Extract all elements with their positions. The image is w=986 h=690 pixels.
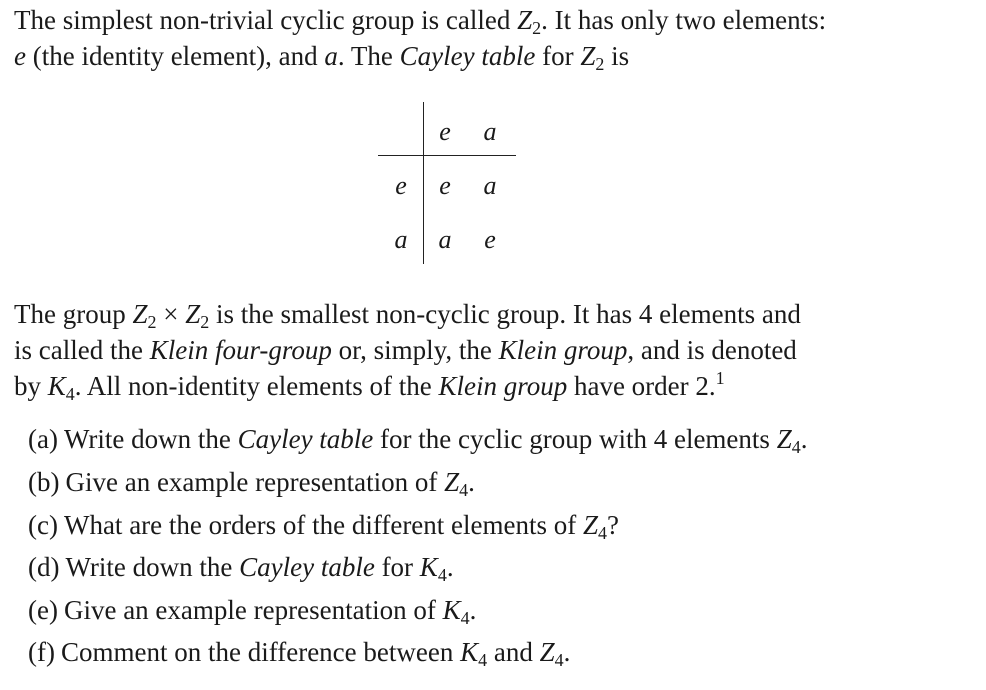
cell-e-e: e [439,171,451,200]
cayley-table-z2 [378,102,516,264]
question-b: (b) Give an example representation of $Z_4$. [28,467,475,500]
question-e: (e) Give an example representation of $K_4$. [28,595,477,628]
table-horizontal-rule [378,155,516,156]
question-d: (d) Write down the Cayley table for $K_4$. [28,552,454,585]
klein-line-3: by $K_4$. All non-identity elements of the Klein group have order 2.$^1$ [14,368,725,404]
question-a: (a) Write down the Cayley table for the cyclic group with 4 elements $Z_4$. [28,424,808,457]
question-f: (f) Comment on the difference between $K_4$ and $Z_4$. [28,637,571,670]
footnote-marker: 1 [715,368,725,388]
klein-paragraph [14,296,966,404]
col-header-a: a [483,117,497,146]
cell-a-e: a [438,225,452,254]
klein-line-2: is called the Klein four-group or, simply, the Klein group, and is denoted [14,335,797,365]
klein-line-1: The group $Z_2 \times Z_2$ is the smallest non-cyclic group. It has 4 elements and [14,299,801,332]
row-label-e: e [395,171,407,200]
table-vertical-rule [423,102,424,264]
row-label-a: a [394,225,408,254]
cell-a-a: e [484,225,496,254]
question-c: (c) What are the orders of the different elements of $Z_4$? [28,510,620,543]
cell-e-a: a [483,171,497,200]
intro-paragraph [14,2,966,74]
intro-line-2: e (the identity element), and a. The Cayley table for $Z_2$ is [14,41,630,74]
col-header-e: e [439,117,451,146]
intro-line-1: The simplest non-trivial cyclic group is called $Z_2$. It has only two elements: [14,5,827,38]
